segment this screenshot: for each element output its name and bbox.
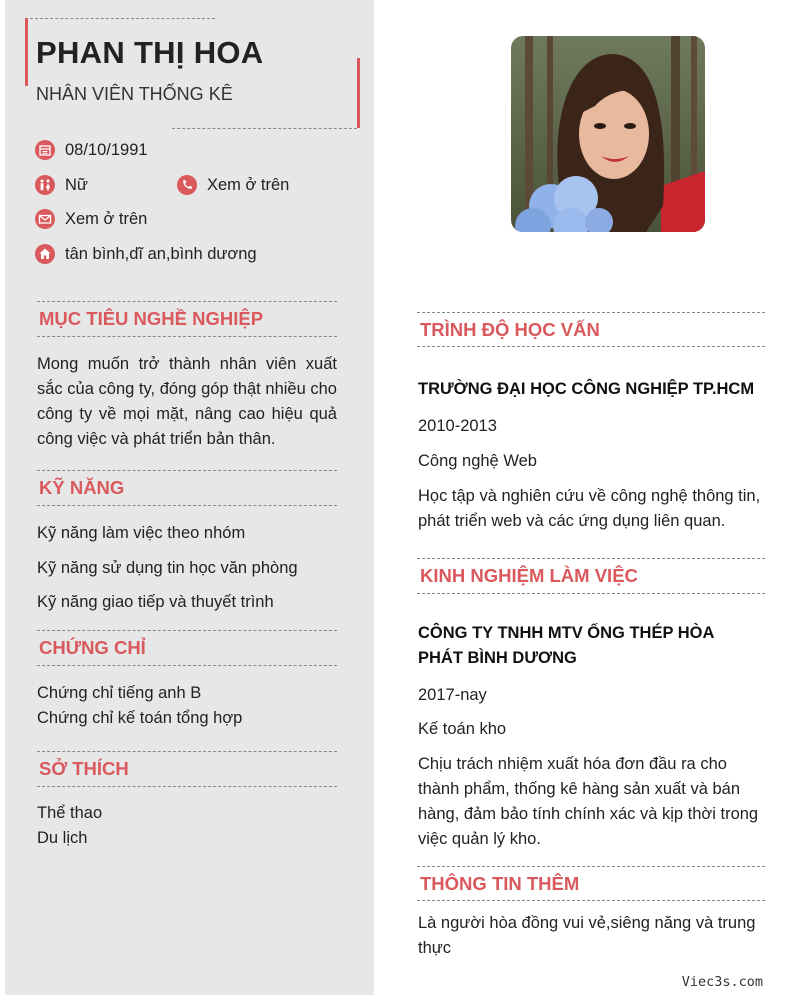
experience-title: KINH NGHIỆM LÀM VIỆC <box>420 565 638 586</box>
divider <box>417 900 765 901</box>
hobbies-title: SỞ THÍCH <box>39 758 129 779</box>
experience-position: Kế toán kho <box>418 720 507 738</box>
divider <box>37 470 337 471</box>
divider <box>37 336 337 337</box>
experience-description: Chịu trách nhiệm xuất hóa đơn đầu ra cho thành phẩm, thống kê hàng sản xuất và bán hàng, đảm bảo tính chính xác và kịp thời trong việc quản lý kho. <box>418 755 759 848</box>
education-period: 2010-2013 <box>418 417 497 435</box>
email-row <box>35 209 147 229</box>
birthday-value: 08/10/1991 <box>65 140 148 159</box>
address-value: tân bình,dĩ an,bình dương <box>65 244 257 263</box>
gender-row <box>35 175 88 195</box>
education-title: TRÌNH ĐỘ HỌC VẤN <box>420 319 600 340</box>
education-description: Học tập và nghiên cứu về công nghệ thông tin, phát triển web và các ứng dụng liên quan. <box>418 487 761 530</box>
skill-item: Kỹ năng giao tiếp và thuyết trình <box>37 593 274 611</box>
additional-text: Là người hòa đồng vui vẻ,siêng năng và trung thực <box>418 914 756 957</box>
hobby-item: Du lịch <box>37 829 88 847</box>
birthday-row <box>35 140 148 160</box>
accent-bar <box>25 18 28 86</box>
divider <box>417 346 765 347</box>
phone-value: Xem ở trên <box>207 175 290 194</box>
address-row <box>35 244 257 264</box>
gender-value: Nữ <box>65 175 88 194</box>
divider <box>37 505 337 506</box>
candidate-name: PHAN THỊ HOA <box>36 35 264 70</box>
divider <box>172 128 357 129</box>
skill-item: Kỹ năng sử dụng tin học văn phòng <box>37 559 298 577</box>
divider <box>417 312 765 313</box>
envelope-icon <box>35 209 55 229</box>
footer-watermark: Viec3s.com <box>681 974 763 990</box>
objective-title: MỤC TIÊU NGHỀ NGHIỆP <box>39 308 264 329</box>
certificate-item: Chứng chỉ tiếng anh B <box>37 684 202 702</box>
gender-icon <box>35 175 55 195</box>
company-name: CÔNG TY TNHH MTV ỐNG THÉP HÒA PHÁT BÌNH DƯƠNG <box>418 624 714 667</box>
name-block <box>25 18 360 128</box>
experience-period: 2017-nay <box>418 686 487 704</box>
divider <box>417 866 765 867</box>
additional-title: THÔNG TIN THÊM <box>420 873 580 894</box>
profile-photo <box>511 36 705 232</box>
phone-icon <box>177 175 197 195</box>
school-name: TRƯỜNG ĐẠI HỌC CÔNG NGHIỆP TP.HCM <box>418 380 755 398</box>
hobby-item: Thể thao <box>37 804 103 822</box>
divider <box>37 301 337 302</box>
certificates-title: CHỨNG CHỈ <box>39 637 146 658</box>
divider <box>37 665 337 666</box>
job-title: NHÂN VIÊN THỐNG KÊ <box>36 84 233 104</box>
certificate-item: Chứng chỉ kế toán tổng hợp <box>37 709 243 727</box>
objective-text: Mong muốn trở thành nhân viên xuất sắc của công ty, đóng góp thật nhiều cho công ty về mọi mặt, nâng cao hiệu quả công việc và phát triển bản thân. <box>37 355 337 448</box>
sidebar <box>5 0 374 995</box>
divider <box>37 630 337 631</box>
accent-bar <box>357 58 360 128</box>
calendar-icon <box>35 140 55 160</box>
divider <box>30 18 215 19</box>
divider <box>37 751 337 752</box>
phone-row <box>177 175 289 195</box>
divider <box>417 593 765 594</box>
divider <box>37 786 337 787</box>
skills-title: KỸ NĂNG <box>39 477 125 498</box>
home-icon <box>35 244 55 264</box>
divider <box>417 558 765 559</box>
skill-item: Kỹ năng làm việc theo nhóm <box>37 524 246 542</box>
education-major: Công nghệ Web <box>418 452 537 470</box>
email-value: Xem ở trên <box>65 209 148 228</box>
